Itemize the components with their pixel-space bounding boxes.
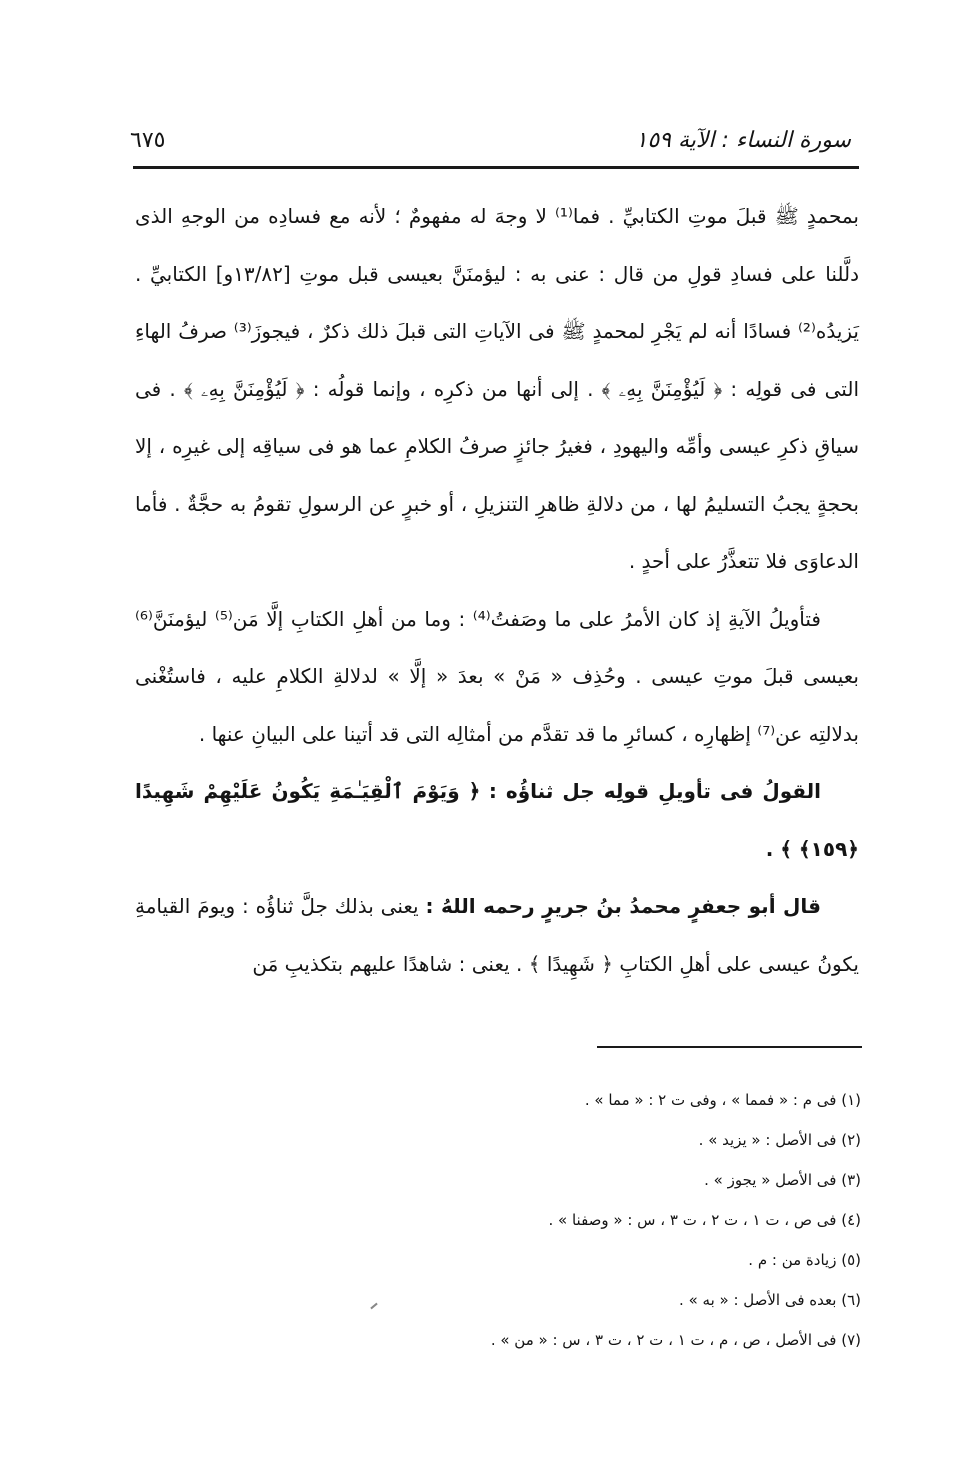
footnote-2: (٢) فى الأصل : « يزيد » . [698,1131,861,1149]
header-rule [133,166,859,169]
footnote-rule [597,1046,862,1048]
footnote-4: (٤) فى ص ، ت ١ ، ت ٢ ، ت ٣ ، س : « وصفنا » . [548,1211,861,1229]
footnote-1: (١) فى م : « فمما » ، وفى ت ٢ : « مما » . [584,1091,861,1109]
running-title: سورة النساء : الآية ١٥٩ [635,127,851,153]
footnote-6: (٦) بعده فى الأصل : « به » . [679,1291,861,1309]
footnotes [135,1080,861,1360]
paragraph-3 [135,763,859,878]
section-heading: القولُ فى تأويلِ قولِه جل ثناؤُه : [488,779,822,803]
paragraph-1: بمحمدٍ ﷺ قبلَ موتِ الكتابيِّ . فما⁽¹⁾ لا وجهَ له مفهومٌ ؛ لأنه مع فسادِه من الوجهِ الذى دلَّلنا على فسادِ قولِ من قال : عنى به : ليؤمنَنَّ بعيسى قبل موتِ [١٣/٨٢و] الكتابيِّ . يَزيدُه⁽²⁾ فسادًا أنه لم يَجْرِ لمحمدٍ ﷺ فى الآياتِ التى قبلَ ذلك ذكرٌ ، فيجوزَ⁽³⁾ صرفُ الهاءِ التى فى قولِه : ﴿ لَيُؤْمِنَنَّ بِهِۦ ﴾ . إلى أنها من ذكرِه ، وإنما قولُه : ﴿ لَيُؤْمِنَنَّ بِهِۦ ﴾ . فى سياقِ ذكرِ عيسى وأمِّه واليهودِ ، فغيرُ جائزٍ صرفُ الكلامِ عما هو فى سياقِه إلى غيرِه ، إلا بحجةٍ يجبُ التسليمُ لها ، من دلالةِ ظاهرِ التنزيلِ ، أو خبرٍ عن الرسولِ تقومُ به حجَّةٌ . فأما الدعاوَى فلا تتعذَّرُ على أحدٍ . [135,204,859,573]
footnote-3: (٣) فى الأصل « يجوز » . [704,1171,861,1189]
body-text [135,188,859,993]
page-header [130,118,851,162]
paragraph-4-text: يعنى بذلك جلَّ ثناؤُه : ويومَ القيامةِ يكونُ عيسى على أهلِ الكتابِ ﴿ شَهِيدًا ﴾ . يعنى : شاهدًا عليهم بتكذيبِ مَن [135,894,859,976]
author-attribution: قال أبو جعفرٍ محمدُ بنُ جريرٍ رحمه اللهُ : [425,894,821,918]
footnote-7: (٧) فى الأصل ، ص ، م ، ت ١ ، ت ٢ ، ت ٣ ، س : « من » . [490,1331,861,1349]
page-number: ٦٧٥ [130,127,166,153]
footnote-5: (٥) زيادة من : م . [748,1251,861,1269]
quran-verse: ﴿ وَيَوْمَ ٱلْقِيَـٰمَةِ يَكُونُ عَلَيْهِمْ شَهِيدًا ﴿١٥٩﴾ ﴾ . [135,779,859,861]
paragraph-4 [135,878,859,993]
paragraph-2: فتأويلُ الآيةِ إذ كان الأمرُ على ما وصَفتُ⁽⁴⁾ : وما من أهلِ الكتابِ إلَّا مَن⁽⁵⁾ ليؤمنَنَّ⁽⁶⁾ بعيسى قبلَ موتِ عيسى . وحُذِف « مَنْ » بعدَ « إلَّا » لدلالةِ الكلامِ عليه ، فاستُغْنى بدلالتِه عن⁽⁷⁾ إظهارِه ، كسائرِ ما قد تقدَّم من أمثالِه التى قد أتينا على البيانِ عنها . [135,606,859,746]
